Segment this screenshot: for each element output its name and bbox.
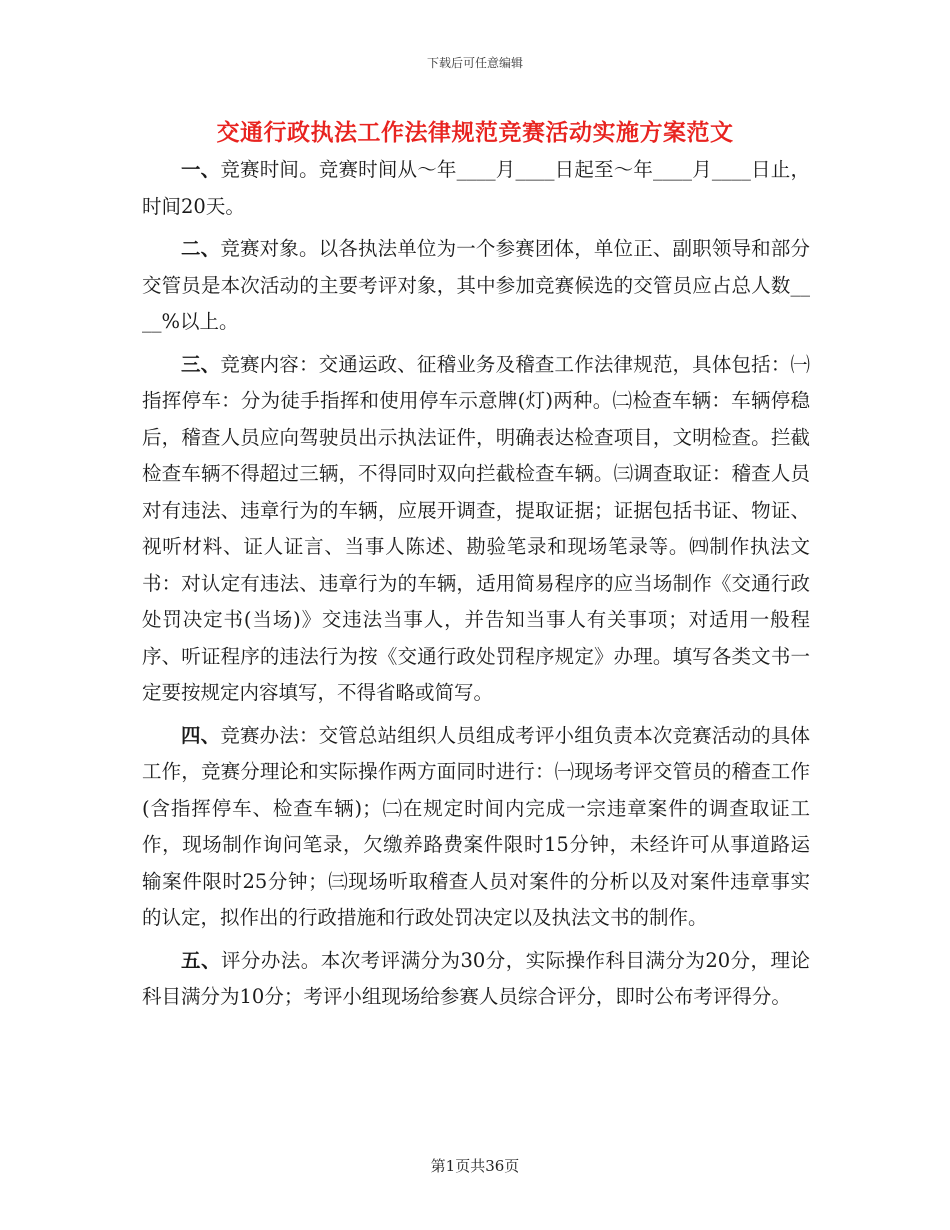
section-number: 三、 [181,352,221,376]
document-title: 交通行政执法工作法律规范竞赛活动实施方案范文 [216,119,734,146]
document-body [142,152,810,1022]
section-text: 竞赛办法：交管总站组织人员组成考评小组负责本次竞赛活动的具体工作，竞赛分理论和实际操作两方面同时进行：㈠现场考评交管员的稽查工作(含指挥停车、检查车辆)；㈡在规定时间内完成一宗违章案件的调查取证工作，现场制作询问笔录，欠缴养路费案件限时15分钟，未经许可从事道路运输案件限时25分钟；㈢现场听取稽查人员对案件的分析以及对案件违章事实的认定，拟作出的行政措施和行政处罚决定以及执法文书的制作。 [142,723,810,929]
section-text: 竞赛内容：交通运政、征稽业务及稽查工作法律规范，具体包括：㈠指挥停车：分为徒手指挥和使用停车示意牌(灯)两种。㈡检查车辆：车辆停稳后，稽查人员应向驾驶员出示执法证件，明确表达检查项目，文明检查。拦截检查车辆不得超过三辆，不得同时双向拦截检查车辆。㈢调查取证：稽查人员对有违法、违章行为的车辆，应展开调查，提取证据；证据包括书证、物证、视听材料、证人证言、当事人陈述、勘验笔录和现场笔录等。㈣制作执法文书：对认定有违法、违章行为的车辆，适用简易程序的应当场制作《交通行政处罚决定书(当场)》交违法当事人，并告知当事人有关事项；对适用一般程序、听证程序的违法行为按《交通行政处罚程序规定》办理。填写各类文书一定要按规定内容填写，不得省略或简写。 [142,352,810,704]
page-number: 第1页共36页 [430,1157,520,1175]
section-paragraph [142,718,810,937]
section-number: 一、 [181,158,221,181]
section-paragraph [142,347,810,712]
section-number: 五、 [181,948,221,972]
section-text: 竞赛对象。以各执法单位为一个参赛团体，单位正、副职领导和部分交管员是本次活动的主要考评对象，其中参加竞赛候选的交管员应占总人数____%以上。 [142,237,810,333]
header-note: 下载后可任意编辑 [426,56,523,70]
section-paragraph [142,231,810,341]
section-number: 二、 [181,237,221,260]
section-paragraph [142,943,810,1016]
section-text: 评分办法。本次考评满分为30分，实际操作科目满分为20分，理论科目满分为10分；考评小组现场给参赛人员综合评分，即时公布考评得分。 [142,948,810,1008]
section-text: 竞赛时间。竞赛时间从～年____月____日起至～年____月____日止，时间20天。 [142,158,810,218]
section-number: 四、 [181,723,221,747]
section-paragraph [142,152,810,225]
